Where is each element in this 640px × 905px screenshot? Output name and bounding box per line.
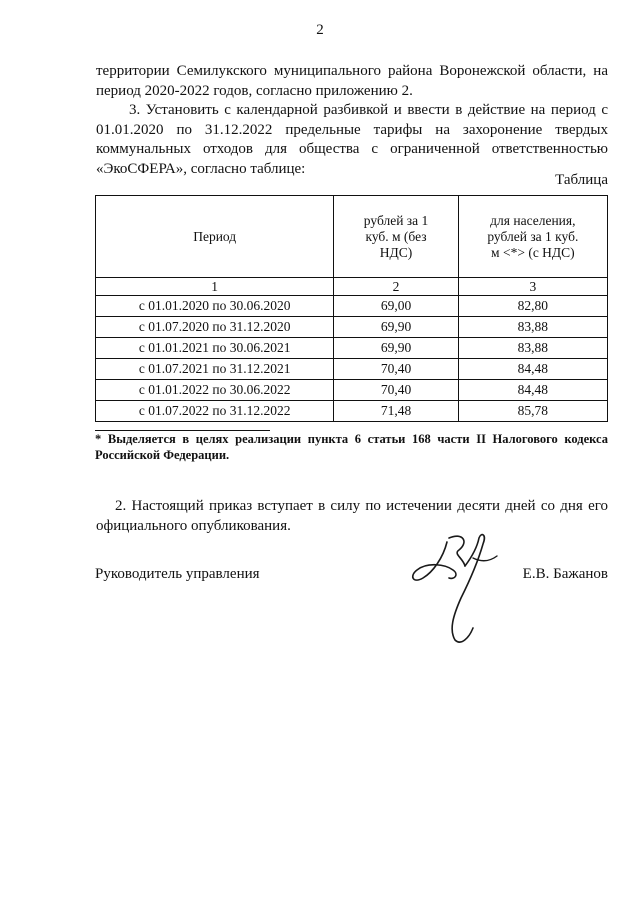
table-row xyxy=(96,359,608,380)
period-cell: с 01.07.2022 по 31.12.2022 xyxy=(96,401,334,422)
rate-cell: 69,90 xyxy=(334,317,458,338)
population-rate-cell: 84,48 xyxy=(458,359,607,380)
table-header-row xyxy=(96,196,608,278)
column-number: 1 xyxy=(96,278,334,296)
handwritten-signature xyxy=(403,528,513,653)
table-row xyxy=(96,380,608,401)
rate-cell: 70,40 xyxy=(334,359,458,380)
rate-cell: 70,40 xyxy=(334,380,458,401)
rate-cell: 69,90 xyxy=(334,338,458,359)
paragraph-continuation: территории Семилукского муниципального района Воронежской области, на период 2020-2022 годов, согласно приложению 2. xyxy=(96,63,608,99)
footnote: * Выделяется в целях реализации пункта 6 статьи 168 части II Налогового кодекса Российской Федерации. xyxy=(95,432,608,462)
period-cell: с 01.01.2022 по 30.06.2022 xyxy=(96,380,334,401)
header-rate-population: для населения, рублей за 1 куб. м <*> (с НДС) xyxy=(458,196,607,278)
population-rate-cell: 83,88 xyxy=(458,317,607,338)
period-cell: с 01.01.2021 по 30.06.2021 xyxy=(96,338,334,359)
population-rate-cell: 84,48 xyxy=(458,380,607,401)
header-rate-no-vat: рублей за 1 куб. м (без НДС) xyxy=(334,196,458,278)
period-cell: с 01.07.2020 по 31.12.2020 xyxy=(96,317,334,338)
period-cell: с 01.07.2021 по 31.12.2021 xyxy=(96,359,334,380)
page-number: 2 xyxy=(316,22,324,38)
paragraph-item-2: 2. Настоящий приказ вступает в силу по истечении десяти дней со дня его официального опубликования. xyxy=(96,498,608,534)
rate-cell: 71,48 xyxy=(334,401,458,422)
population-rate-cell: 82,80 xyxy=(458,296,607,317)
signer-title: Руководитель управления xyxy=(95,566,260,582)
rate-cell: 69,00 xyxy=(334,296,458,317)
population-rate-cell: 85,78 xyxy=(458,401,607,422)
period-cell: с 01.01.2020 по 30.06.2020 xyxy=(96,296,334,317)
column-number: 2 xyxy=(334,278,458,296)
population-rate-cell: 83,88 xyxy=(458,338,607,359)
paragraph-item-3: 3. Установить с календарной разбивкой и ввести в действие на период с 01.01.2020 по 31.12.2022 предельные тарифы на захоронение твердых коммунальных отходов для общества с ограниченной ответственностью «ЭкоСФЕРА», согласно таблице: xyxy=(96,102,608,177)
table-row xyxy=(96,401,608,422)
table-caption: Таблица xyxy=(555,172,608,188)
column-number-row xyxy=(96,278,608,296)
tariff-table xyxy=(95,195,608,422)
table-row xyxy=(96,296,608,317)
table-row xyxy=(96,317,608,338)
table-row xyxy=(96,338,608,359)
header-period: Период xyxy=(96,196,334,278)
column-number: 3 xyxy=(458,278,607,296)
signer-name: Е.В. Бажанов xyxy=(522,566,608,582)
